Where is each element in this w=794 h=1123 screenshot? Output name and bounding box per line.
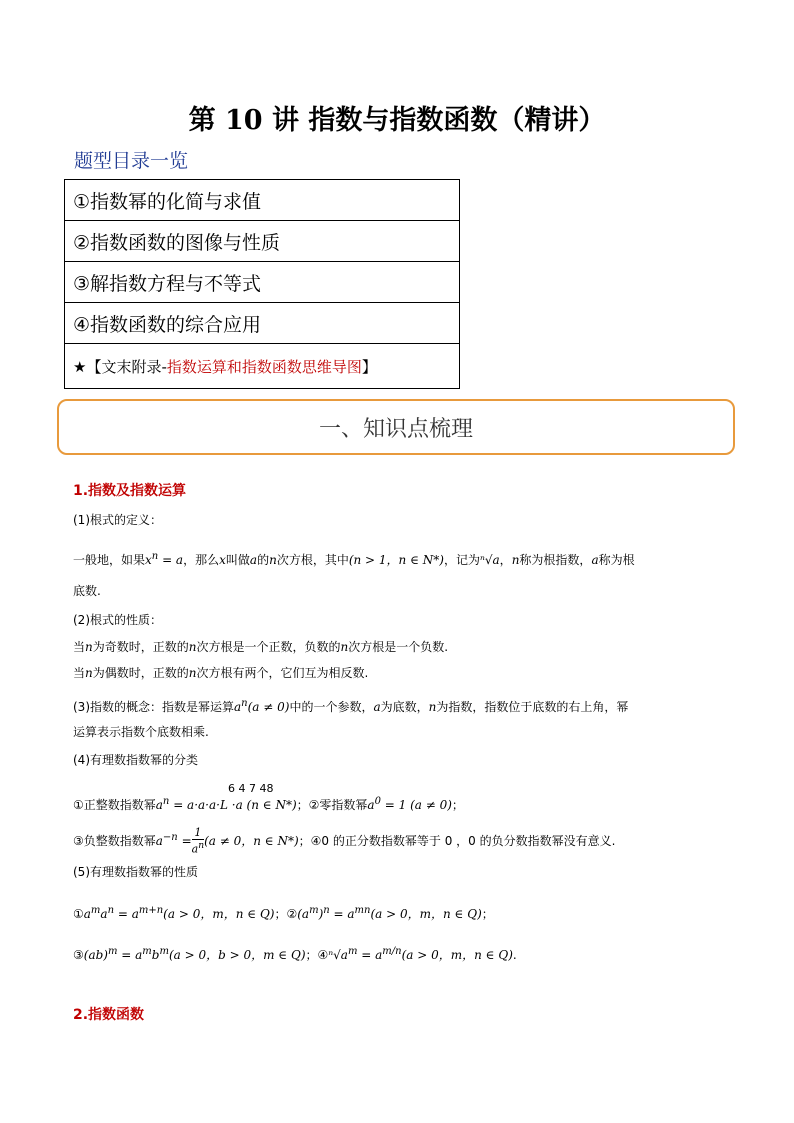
paragraph: 当n为奇数时，正数的n次方根是一个正数，负数的n次方根是一个负数. [73,640,449,654]
toc-table [64,179,460,389]
paragraph: 运算表示指数个底数相乘. [73,725,209,739]
toc-item: ①指数幂的化简与求值 [65,180,459,221]
overbrace-label: 6 4 7 48 [228,782,274,795]
toc-item: ②指数函数的图像与性质 [65,221,459,262]
paragraph: ③(ab)$^m$ = $a^mb^m(a > 0$，b > 0，m ∈ Q)；$④^n√a^m = a^{m/n}(a > 0$，m，n ∈ Q). [73,946,517,962]
paragraph: 一般地，如果$x^n = a$，那么x叫做a的n次方根，其中(n > 1，n ∈ N*)，记为ⁿ√a，n称为根指数，a称为根 [73,551,635,567]
toc-item: ③解指数方程与不等式 [65,262,459,303]
paragraph: ③负整数指数幂$a^{-n}$ = $\frac{1}{a^n}$ (a ≠ 0，n ∈ N*)；④0 的正分数指数幂等于 0 ，0 的负分数指数幂没有意义. [73,826,616,856]
paragraph: (4)有理数指数幂的分类 [73,753,198,767]
page-title: 第 10 讲 指数与指数函数（精讲） [188,105,606,136]
paragraph: (1)根式的定义： [73,513,162,527]
toc-appendix: ★【文末附录- 指数运算和指数函数思维导图 】 [73,357,377,376]
paragraph: 底数. [73,584,101,598]
paragraph: (5)有理数指数幂的性质 [73,865,198,879]
paragraph: (3)指数的概念：指数是幂运算$a^n(a \ne 0)$中的一个参数，a为底数，n为指数，指数位于底数的右上角，幂 [73,698,629,714]
section-banner: 一、知识点梳理 [57,399,735,455]
paragraph: (2)根式的性质： [73,613,162,627]
subsection-heading: 2.指数函数 [73,1007,145,1023]
paragraph: $①a^ma^n = a^{m+n}(a > 0$，m，n ∈ Q)；$②(a^m)^n = a^{mn}(a > 0$，m，n ∈ Q)； [73,905,494,921]
paragraph: 当n为偶数时，正数的n次方根有两个，它们互为相反数. [73,666,369,680]
toc-item: ④指数函数的综合应用 [65,303,459,344]
toc-heading: 题型目录一览 [74,150,189,172]
subsection-heading: 1.指数及指数运算 [73,483,187,499]
paragraph: ①正整数指数幂$a^n = a\cdot a\cdot a\cdot L \cdot a$ (n ∈ N*)；②零指数幂$a^0 = 1$ (a ≠ 0)； [73,796,464,812]
